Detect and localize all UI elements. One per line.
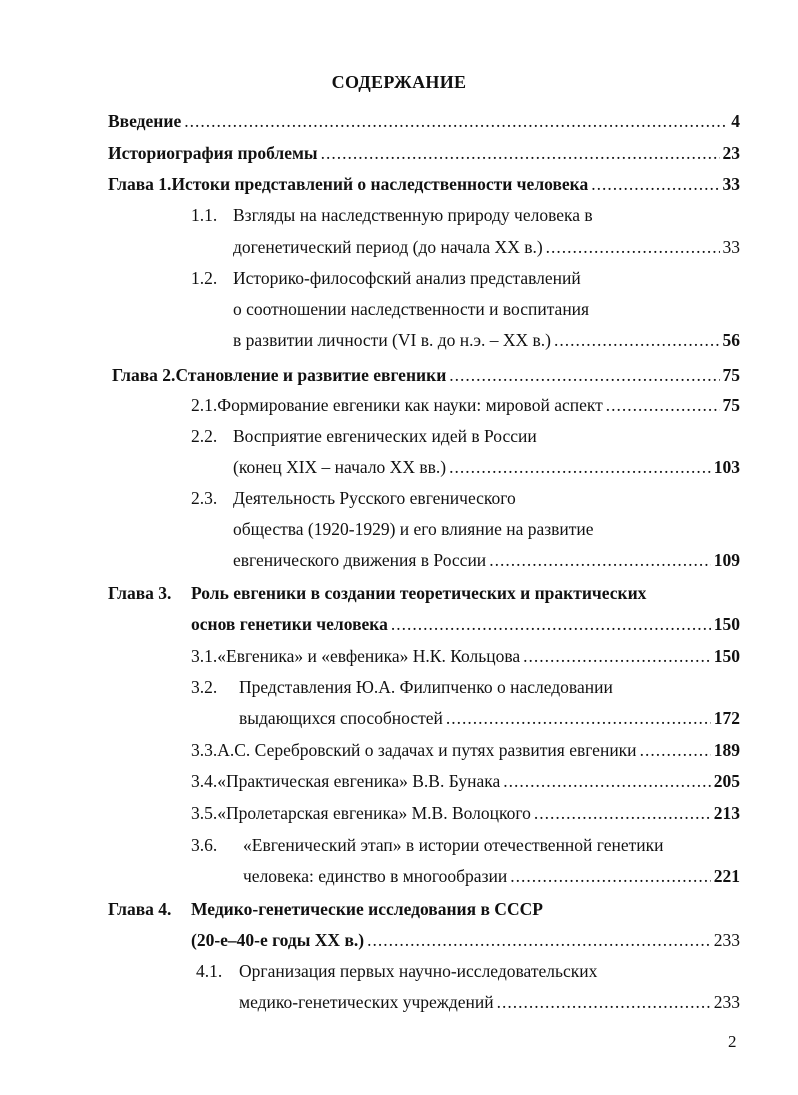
leader-dots [446,707,711,729]
leader-dots [503,770,711,792]
toc-page-number: 150 [713,614,740,634]
toc-entry-text: «Евгенический этап» в истории отечественной генетики [243,835,664,855]
leader-dots [534,802,711,824]
toc-page-number: 109 [713,550,740,570]
toc-title: СОДЕРЖАНИЕ [331,72,467,92]
leader-dots [497,991,711,1013]
leader-dots [449,456,711,478]
toc-chapter-2 [112,364,740,386]
leader-dots [391,613,711,635]
leader-dots [184,110,728,132]
section-number: 1.2. [191,268,218,288]
toc-entry-text: общества (1920-1929) и его влияние на развитие [233,519,594,539]
toc-page-number: 103 [713,457,740,477]
section-number: 3.3. [191,740,218,760]
toc-section-1-1-cont [233,236,740,258]
toc-section-3-6 [191,834,740,856]
toc-chapter-1 [108,173,740,195]
toc-entry-text: Роль евгеники в создании теоретических и практических [191,583,647,603]
toc-entry-text: «Пролетарская евгеника» М.В. Волоцкого [217,803,531,823]
toc-entry-text: «Практическая евгеника» В.В. Бунака [217,771,501,791]
toc-page-number: 33 [722,174,740,194]
toc-entry-text: Представления Ю.А. Филипченко о наследовании [239,677,613,697]
toc-entry-text: Медико-генетические исследования в СССР [191,899,543,919]
toc-section-4-1-cont [239,991,740,1013]
toc-page-number: 4 [731,111,740,131]
leader-dots [321,142,720,164]
toc-chapter-4-cont [191,929,740,951]
toc-entry-text: Взгляды на наследственную природу человека в [233,205,593,225]
toc-section-3-4 [191,770,740,792]
toc-section-3-6-cont [243,865,740,887]
section-number: 2.3. [191,488,218,508]
toc-entry-text: (конец XIX – начало XX вв.) [233,457,447,477]
toc-page-number: 233 [713,930,740,950]
chapter-label: Глава 2. [112,365,176,385]
toc-page-number: 172 [713,708,740,728]
toc-entry-text: евгенического движения в России [233,550,487,570]
leader-dots [606,394,720,416]
toc-entry-text: человека: единство в многообразии [243,866,508,886]
toc-entry-text: Становление и развитие евгеники [175,365,447,385]
section-number: 3.4. [191,771,218,791]
toc-chapter-4 [108,898,740,920]
toc-entry-text: Истоки представлений о наследственности человека [171,174,589,194]
leader-dots [640,739,711,761]
toc-entry-text: Деятельность Русского евгенического [233,488,516,508]
toc-section-4-1 [196,960,740,982]
toc-section-2-2 [191,425,740,447]
toc-section-2-2-cont [233,456,740,478]
toc-page-number: 221 [713,866,740,886]
section-number: 4.1. [196,961,223,981]
toc-page-number: 233 [713,992,740,1012]
leader-dots [449,364,719,386]
section-number: 2.2. [191,426,218,446]
toc-page-number: 213 [713,803,740,823]
section-number: 3.2. [191,677,218,697]
toc-entry-text: догенетический период (до начала XX в.) [233,237,543,257]
toc-section-2-1 [191,394,740,416]
toc-page-number: 33 [722,237,740,257]
toc-entry-text: А.С. Серебровский о задачах и путях развития евгеники [217,740,637,760]
toc-section-1-2-cont [233,298,740,320]
leader-dots [546,236,720,258]
chapter-label: Глава 4. [108,899,172,919]
section-number: 2.1. [191,395,218,415]
chapter-label: Глава 3. [108,583,172,603]
toc-section-2-3-cont2 [233,549,740,571]
toc-page-number: 205 [713,771,740,791]
chapter-label: Глава 1. [108,174,172,194]
leader-dots [510,865,711,887]
section-number: 3.1. [191,646,218,666]
toc-entry-text: Восприятие евгенических идей в России [233,426,537,446]
leader-dots [367,929,711,951]
toc-page-number: 23 [722,143,740,163]
toc-entry-text: Введение [108,111,182,131]
toc-entry-text: выдающихся способностей [239,708,443,728]
toc-entry-text: (20-е–40-е годы XX в.) [191,930,365,950]
toc-entry-text: в развитии личности (VI в. до н.э. – XX в.) [233,330,552,350]
toc-section-3-2-cont [239,707,740,729]
leader-dots [554,329,719,351]
toc-entry-intro [108,110,740,132]
toc-entry-text: «Евгеника» и «евфеника» Н.К. Кольцова [217,646,521,666]
toc-section-1-1 [191,204,740,226]
toc-page-number: 189 [713,740,740,760]
toc-section-3-5 [191,802,740,824]
section-number: 3.5. [191,803,218,823]
leader-dots [489,549,711,571]
toc-section-3-1 [191,645,740,667]
toc-entry-text: Формирование евгеники как науки: мировой аспект [217,395,603,415]
toc-entry-text: основ генетики человека [191,614,388,634]
page-number: 2 [728,1032,737,1051]
toc-section-2-3 [191,487,740,509]
toc-entry-text: Историография проблемы [108,143,318,163]
toc-page-number: 150 [713,646,740,666]
toc-section-3-2 [191,676,740,698]
section-number: 3.6. [191,835,218,855]
toc-page-number: 56 [722,330,740,350]
toc-entry-text: о соотношении наследственности и воспитания [233,299,590,319]
toc-entry-text: Историко-философский анализ представлений [233,268,581,288]
toc-entry-text: Организация первых научно-исследовательских [239,961,598,981]
toc-section-2-3-cont [233,518,740,540]
toc-chapter-3-cont [191,613,740,635]
toc-section-1-2 [191,267,740,289]
toc-entry-historiography [108,142,740,164]
leader-dots [523,645,711,667]
toc-page-number: 75 [722,395,740,415]
toc-section-1-2-cont2 [233,329,740,351]
toc-section-3-3 [191,739,740,761]
section-number: 1.1. [191,205,218,225]
toc-page-number: 75 [722,365,740,385]
toc-chapter-3 [108,582,740,604]
toc-entry-text: медико-генетических учреждений [239,992,494,1012]
leader-dots [591,173,719,195]
